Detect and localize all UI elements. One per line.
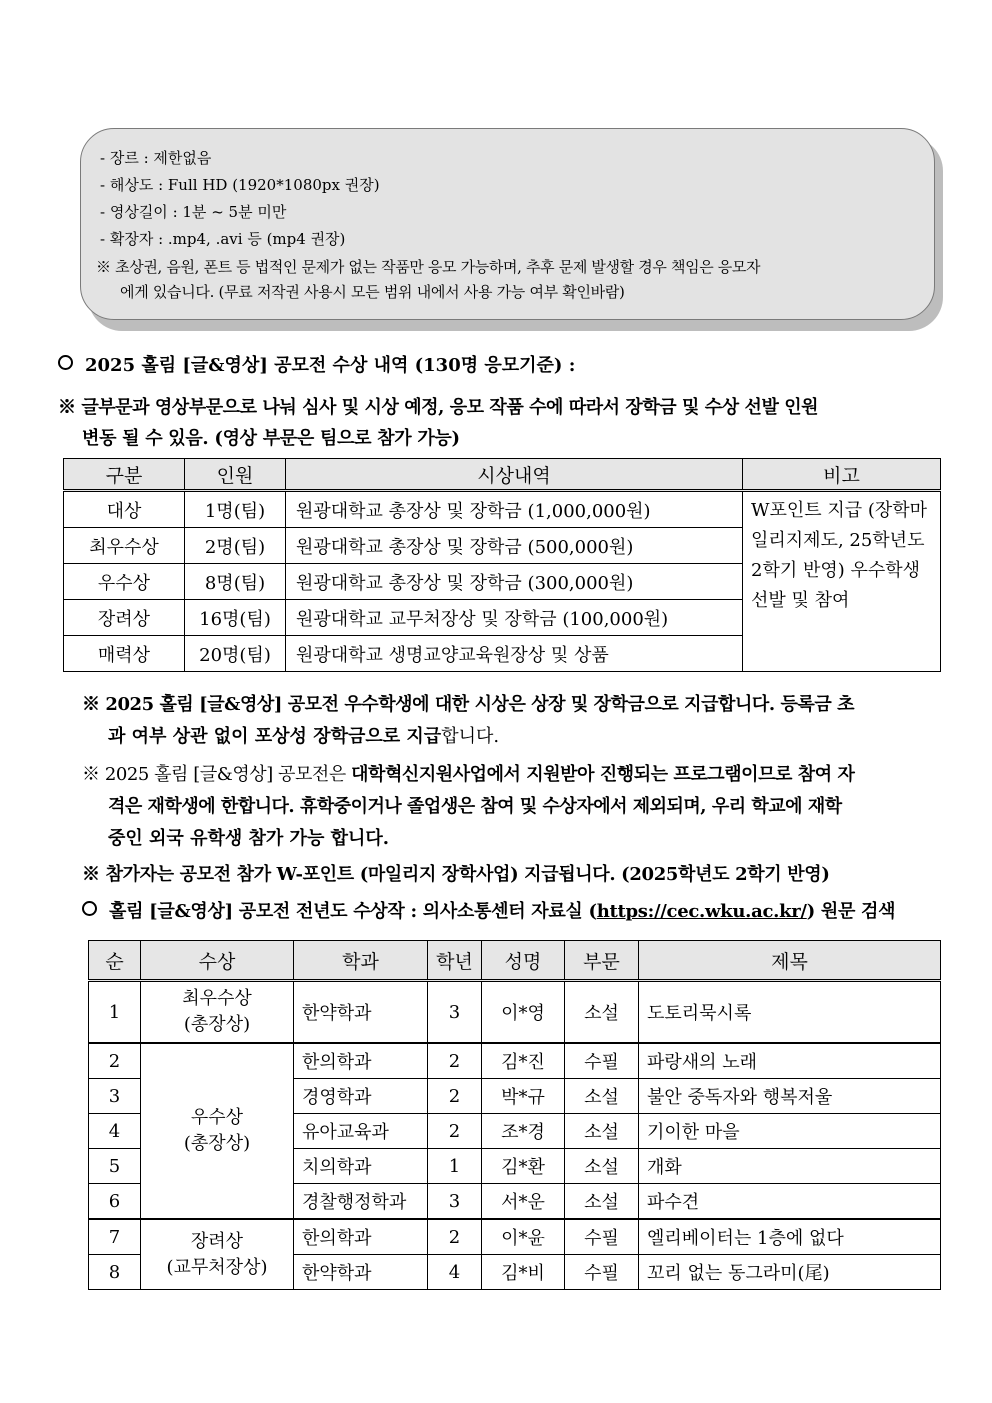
award-category: 우수상: [64, 564, 185, 600]
row-title: 개화: [639, 1149, 941, 1184]
award-group-sub: (총장상): [183, 1014, 251, 1035]
row-title: 도토리묵시록: [639, 981, 941, 1044]
award-detail: 원광대학교 생명교양교육원장상 및 상품: [286, 636, 743, 672]
header-remark: 비고: [743, 459, 941, 491]
row-no: 8: [89, 1255, 141, 1290]
table-row: [89, 1219, 941, 1255]
table-row: [64, 491, 941, 528]
award-category: 매력상: [64, 636, 185, 672]
row-name: 박*규: [482, 1079, 565, 1114]
note-2-line-3: 중인 외국 유학생 참가 가능 합니다.: [108, 828, 390, 849]
info-line-genre: - 장르 : 제한없음: [100, 149, 212, 167]
row-name: 김*비: [482, 1255, 565, 1290]
row-year: 4: [428, 1255, 482, 1290]
award-count: 1명(팀): [185, 491, 286, 528]
note-2-line-2: 격은 재학생에 한합니다. 휴학중이거나 졸업생은 참여 및 수상자에서 제외되며, 우리 학교에 재학: [108, 796, 842, 817]
note-2-line-1: [82, 758, 854, 791]
row-no: 1: [89, 981, 141, 1044]
row-genre: 수필: [565, 1043, 639, 1079]
header-count: 인원: [185, 459, 286, 491]
row-no: 5: [89, 1149, 141, 1184]
awards-note-line-2: 변동 될 수 있음. (영상 부문은 팀으로 참가 가능): [82, 428, 460, 449]
award-group: [141, 1219, 294, 1290]
info-line-resolution: - 해상도 : Full HD (1920*1080px 권장): [100, 176, 380, 194]
info-line-copyright-2: 에게 있습니다. (무료 저작권 사용시 모든 범위 내에서 사용 가능 여부 확인바람): [120, 283, 625, 301]
award-count: 16명(팀): [185, 600, 286, 636]
row-no: 6: [89, 1184, 141, 1220]
row-dept: 치의학과: [294, 1149, 428, 1184]
row-dept: 한약학과: [294, 1255, 428, 1290]
award-detail: 원광대학교 교무처장상 및 장학금 (100,000원): [286, 600, 743, 636]
row-dept: 경찰행정학과: [294, 1184, 428, 1220]
archive-link[interactable]: https://cec.wku.ac.kr/: [596, 901, 807, 922]
row-dept: 한의학과: [294, 1043, 428, 1079]
award-detail: 원광대학교 총장상 및 장학금 (500,000원): [286, 528, 743, 564]
row-genre: 소설: [565, 1184, 639, 1220]
row-dept: 한약학과: [294, 981, 428, 1044]
circle-bullet-icon: [58, 355, 73, 370]
row-dept: 유아교육과: [294, 1114, 428, 1149]
winners-heading-prefix: 홀림 [글&영상] 공모전 전년도 수상작 : 의사소통센터 자료실 (: [109, 901, 597, 922]
row-title: 기이한 마을: [639, 1114, 941, 1149]
info-line-length: - 영상길이 : 1분 ~ 5분 미만: [100, 203, 287, 221]
winners-heading: [82, 899, 895, 925]
awards-note-line-1: ※ 글부문과 영상부문으로 나눠 심사 및 시상 예정, 응모 작품 수에 따라서 장학금 및 수상 선발 인원: [58, 397, 819, 418]
row-year: 1: [428, 1149, 482, 1184]
award-group-name: 장려상: [190, 1230, 244, 1252]
row-genre: 소설: [565, 1114, 639, 1149]
header-no: 순: [89, 941, 141, 981]
award-count: 20명(팀): [185, 636, 286, 672]
header-award: 수상: [141, 941, 294, 981]
award-group-name: 최우수상: [182, 988, 252, 1009]
row-title: 파랑새의 노래: [639, 1043, 941, 1079]
row-year: 2: [428, 1114, 482, 1149]
table-row: [89, 1043, 941, 1079]
note-1-line-2: [108, 720, 499, 753]
info-line-extension: - 확장자 : .mp4, .avi 등 (mp4 권장): [100, 230, 346, 248]
header-year: 학년: [428, 941, 482, 981]
header-dept: 학과: [294, 941, 428, 981]
row-name: 조*경: [482, 1114, 565, 1149]
awards-table: [63, 458, 941, 672]
award-group: [141, 981, 294, 1044]
note-1-line-2-normal: 합니다.: [441, 726, 500, 747]
award-group: [141, 1043, 294, 1219]
note-2-line-1-normal: ※ 2025 홀림 [글&영상] 공모전은: [82, 764, 352, 785]
row-no: 7: [89, 1219, 141, 1255]
row-year: 2: [428, 1043, 482, 1079]
award-category: 최우수상: [64, 528, 185, 564]
row-genre: 소설: [565, 981, 639, 1044]
note-3: ※ 참가자는 공모전 참가 W-포인트 (마일리지 장학사업) 지급됩니다. (2025학년도 2학기 반영): [82, 864, 830, 885]
table-row: [89, 981, 941, 1044]
row-no: 3: [89, 1079, 141, 1114]
header-category: 구분: [64, 459, 185, 491]
winners-header-row: [89, 941, 941, 981]
awards-heading-text: 2025 홀림 [글&영상] 공모전 수상 내역 (130명 응모기준) :: [85, 355, 576, 376]
row-year: 2: [428, 1219, 482, 1255]
award-remark: W포인트 지급 (장학마일리지제도, 25학년도 2학기 반영) 우수학생 선발 및 참여: [743, 491, 941, 672]
award-category: 대상: [64, 491, 185, 528]
row-dept: 한의학과: [294, 1219, 428, 1255]
header-name: 성명: [482, 941, 565, 981]
note-1-line-1: ※ 2025 홀림 [글&영상] 공모전 우수학생에 대한 시상은 상장 및 장학금으로 지급합니다. 등록금 초: [82, 694, 855, 715]
row-no: 2: [89, 1043, 141, 1079]
row-genre: 소설: [565, 1149, 639, 1184]
note-1-line-2-bold: 과 여부 상관 없이 포상성 장학금으로 지급: [108, 726, 442, 747]
row-title: 파수견: [639, 1184, 941, 1220]
row-year: 2: [428, 1079, 482, 1114]
row-genre: 소설: [565, 1079, 639, 1114]
award-count: 8명(팀): [185, 564, 286, 600]
row-name: 서*운: [482, 1184, 565, 1220]
award-detail: 원광대학교 총장상 및 장학금 (300,000원): [286, 564, 743, 600]
header-detail: 시상내역: [286, 459, 743, 491]
header-title: 제목: [639, 941, 941, 981]
award-group-sub: (교무처장상): [166, 1256, 268, 1278]
row-name: 이*윤: [482, 1219, 565, 1255]
info-line-copyright-1: ※ 초상권, 음원, 폰트 등 법적인 문제가 없는 작품만 응모 가능하며, 추후 문제 발생할 경우 책임은 응모자: [96, 258, 761, 276]
circle-bullet-icon: [82, 901, 97, 916]
row-year: 3: [428, 1184, 482, 1220]
header-genre: 부문: [565, 941, 639, 981]
award-count: 2명(팀): [185, 528, 286, 564]
row-no: 4: [89, 1114, 141, 1149]
row-name: 김*환: [482, 1149, 565, 1184]
winners-heading-suffix: ) 원문 검색: [806, 901, 896, 922]
winners-table: [88, 940, 941, 1290]
row-title: 불안 중독자와 행복저울: [639, 1079, 941, 1114]
award-category: 장려상: [64, 600, 185, 636]
award-detail: 원광대학교 총장상 및 장학금 (1,000,000원): [286, 491, 743, 528]
row-name: 김*진: [482, 1043, 565, 1079]
row-name: 이*영: [482, 981, 565, 1044]
row-title: 꼬리 없는 동그라미(尾): [639, 1255, 941, 1290]
award-group-name: 우수상: [190, 1107, 244, 1128]
note-2-line-1-bold: 대학혁신지원사업에서 지원받아 진행되는 프로그램이므로 참여 자: [351, 764, 855, 785]
row-genre: 수필: [565, 1219, 639, 1255]
row-dept: 경영학과: [294, 1079, 428, 1114]
row-title: 엘리베이터는 1층에 없다: [639, 1219, 941, 1255]
row-genre: 수필: [565, 1255, 639, 1290]
awards-heading: [58, 353, 575, 379]
awards-header-row: [64, 459, 941, 491]
award-group-sub: (총장상): [183, 1133, 251, 1154]
row-year: 3: [428, 981, 482, 1044]
